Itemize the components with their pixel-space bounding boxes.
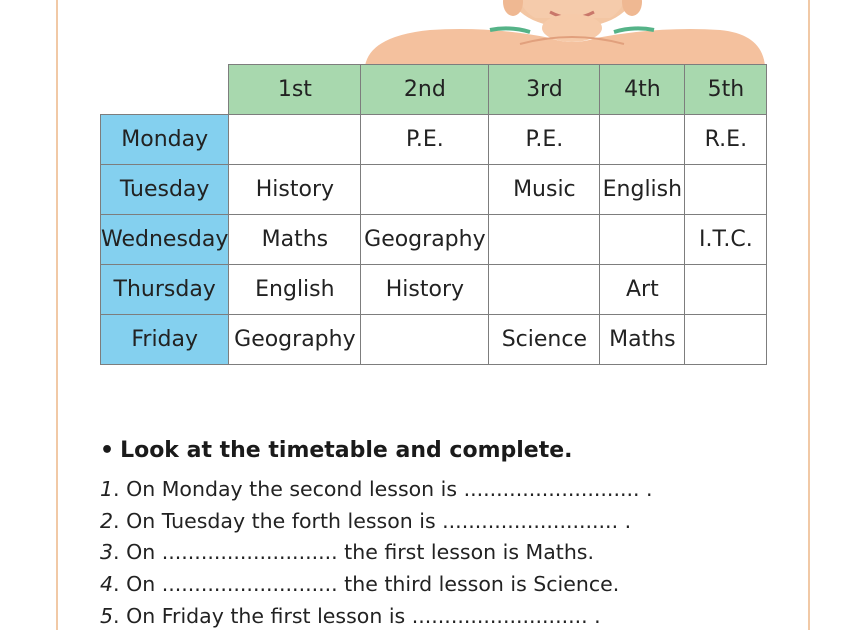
day-label: Friday xyxy=(101,315,229,365)
lesson-cell: History xyxy=(361,265,489,315)
exercise-item xyxy=(100,569,653,601)
item-number: 5 xyxy=(100,603,114,628)
exercise-instruction xyxy=(100,438,573,463)
exercise-item xyxy=(100,506,653,538)
day-label: Monday xyxy=(101,115,229,165)
day-label: Wednesday xyxy=(101,215,229,265)
timetable-row xyxy=(101,165,767,215)
exercise-item xyxy=(100,601,653,632)
lesson-cell xyxy=(489,265,600,315)
lesson-cell: English xyxy=(229,265,361,315)
lesson-cell xyxy=(600,115,685,165)
lesson-cell xyxy=(489,215,600,265)
lesson-cell: History xyxy=(229,165,361,215)
timetable-corner xyxy=(101,65,229,115)
lesson-cell xyxy=(600,215,685,265)
lesson-cell: Geography xyxy=(229,315,361,365)
lesson-cell: Science xyxy=(489,315,600,365)
exercise-list xyxy=(100,474,653,632)
item-text: . On ........................... the third lesson is Science. xyxy=(113,572,620,597)
lesson-cell: English xyxy=(600,165,685,215)
lesson-cell: Maths xyxy=(600,315,685,365)
exercise-item xyxy=(100,537,653,569)
bullet-icon: • xyxy=(100,438,115,463)
lesson-cell: Geography xyxy=(361,215,489,265)
instruction-text: Look at the timetable and complete. xyxy=(120,438,573,463)
page-frame-left xyxy=(56,0,58,630)
item-number: 2 xyxy=(100,508,114,533)
timetable-row xyxy=(101,215,767,265)
item-text: . On ........................... the first lesson is Maths. xyxy=(113,540,595,565)
lesson-cell: Music xyxy=(489,165,600,215)
period-header: 5th xyxy=(685,65,767,115)
item-number: 4 xyxy=(100,572,114,597)
lesson-cell: P.E. xyxy=(361,115,489,165)
period-header: 3rd xyxy=(489,65,600,115)
page-frame-right xyxy=(808,0,810,630)
boy-illustration xyxy=(360,0,770,66)
timetable-row xyxy=(101,265,767,315)
lesson-cell: Art xyxy=(600,265,685,315)
lesson-cell xyxy=(685,315,767,365)
timetable xyxy=(100,64,767,365)
item-text: . On Friday the first lesson is ........................... . xyxy=(113,603,601,628)
lesson-cell xyxy=(229,115,361,165)
item-number: 1 xyxy=(100,477,114,501)
exercise-item xyxy=(100,474,653,506)
lesson-cell: Maths xyxy=(229,215,361,265)
period-header: 2nd xyxy=(361,65,489,115)
day-label: Thursday xyxy=(101,265,229,315)
period-header: 1st xyxy=(229,65,361,115)
lesson-cell xyxy=(361,315,489,365)
lesson-cell: I.T.C. xyxy=(685,215,767,265)
lesson-cell: R.E. xyxy=(685,115,767,165)
timetable-row xyxy=(101,115,767,165)
lesson-cell xyxy=(685,165,767,215)
lesson-cell: P.E. xyxy=(489,115,600,165)
day-label: Tuesday xyxy=(101,165,229,215)
item-text: . On Monday the second lesson is ........................... . xyxy=(113,477,653,501)
timetable-row xyxy=(101,315,767,365)
lesson-cell xyxy=(685,265,767,315)
period-header: 4th xyxy=(600,65,685,115)
lesson-cell xyxy=(361,165,489,215)
item-text: . On Tuesday the forth lesson is ........................... . xyxy=(113,508,632,533)
item-number: 3 xyxy=(100,540,114,565)
timetable-header-row xyxy=(101,65,767,115)
